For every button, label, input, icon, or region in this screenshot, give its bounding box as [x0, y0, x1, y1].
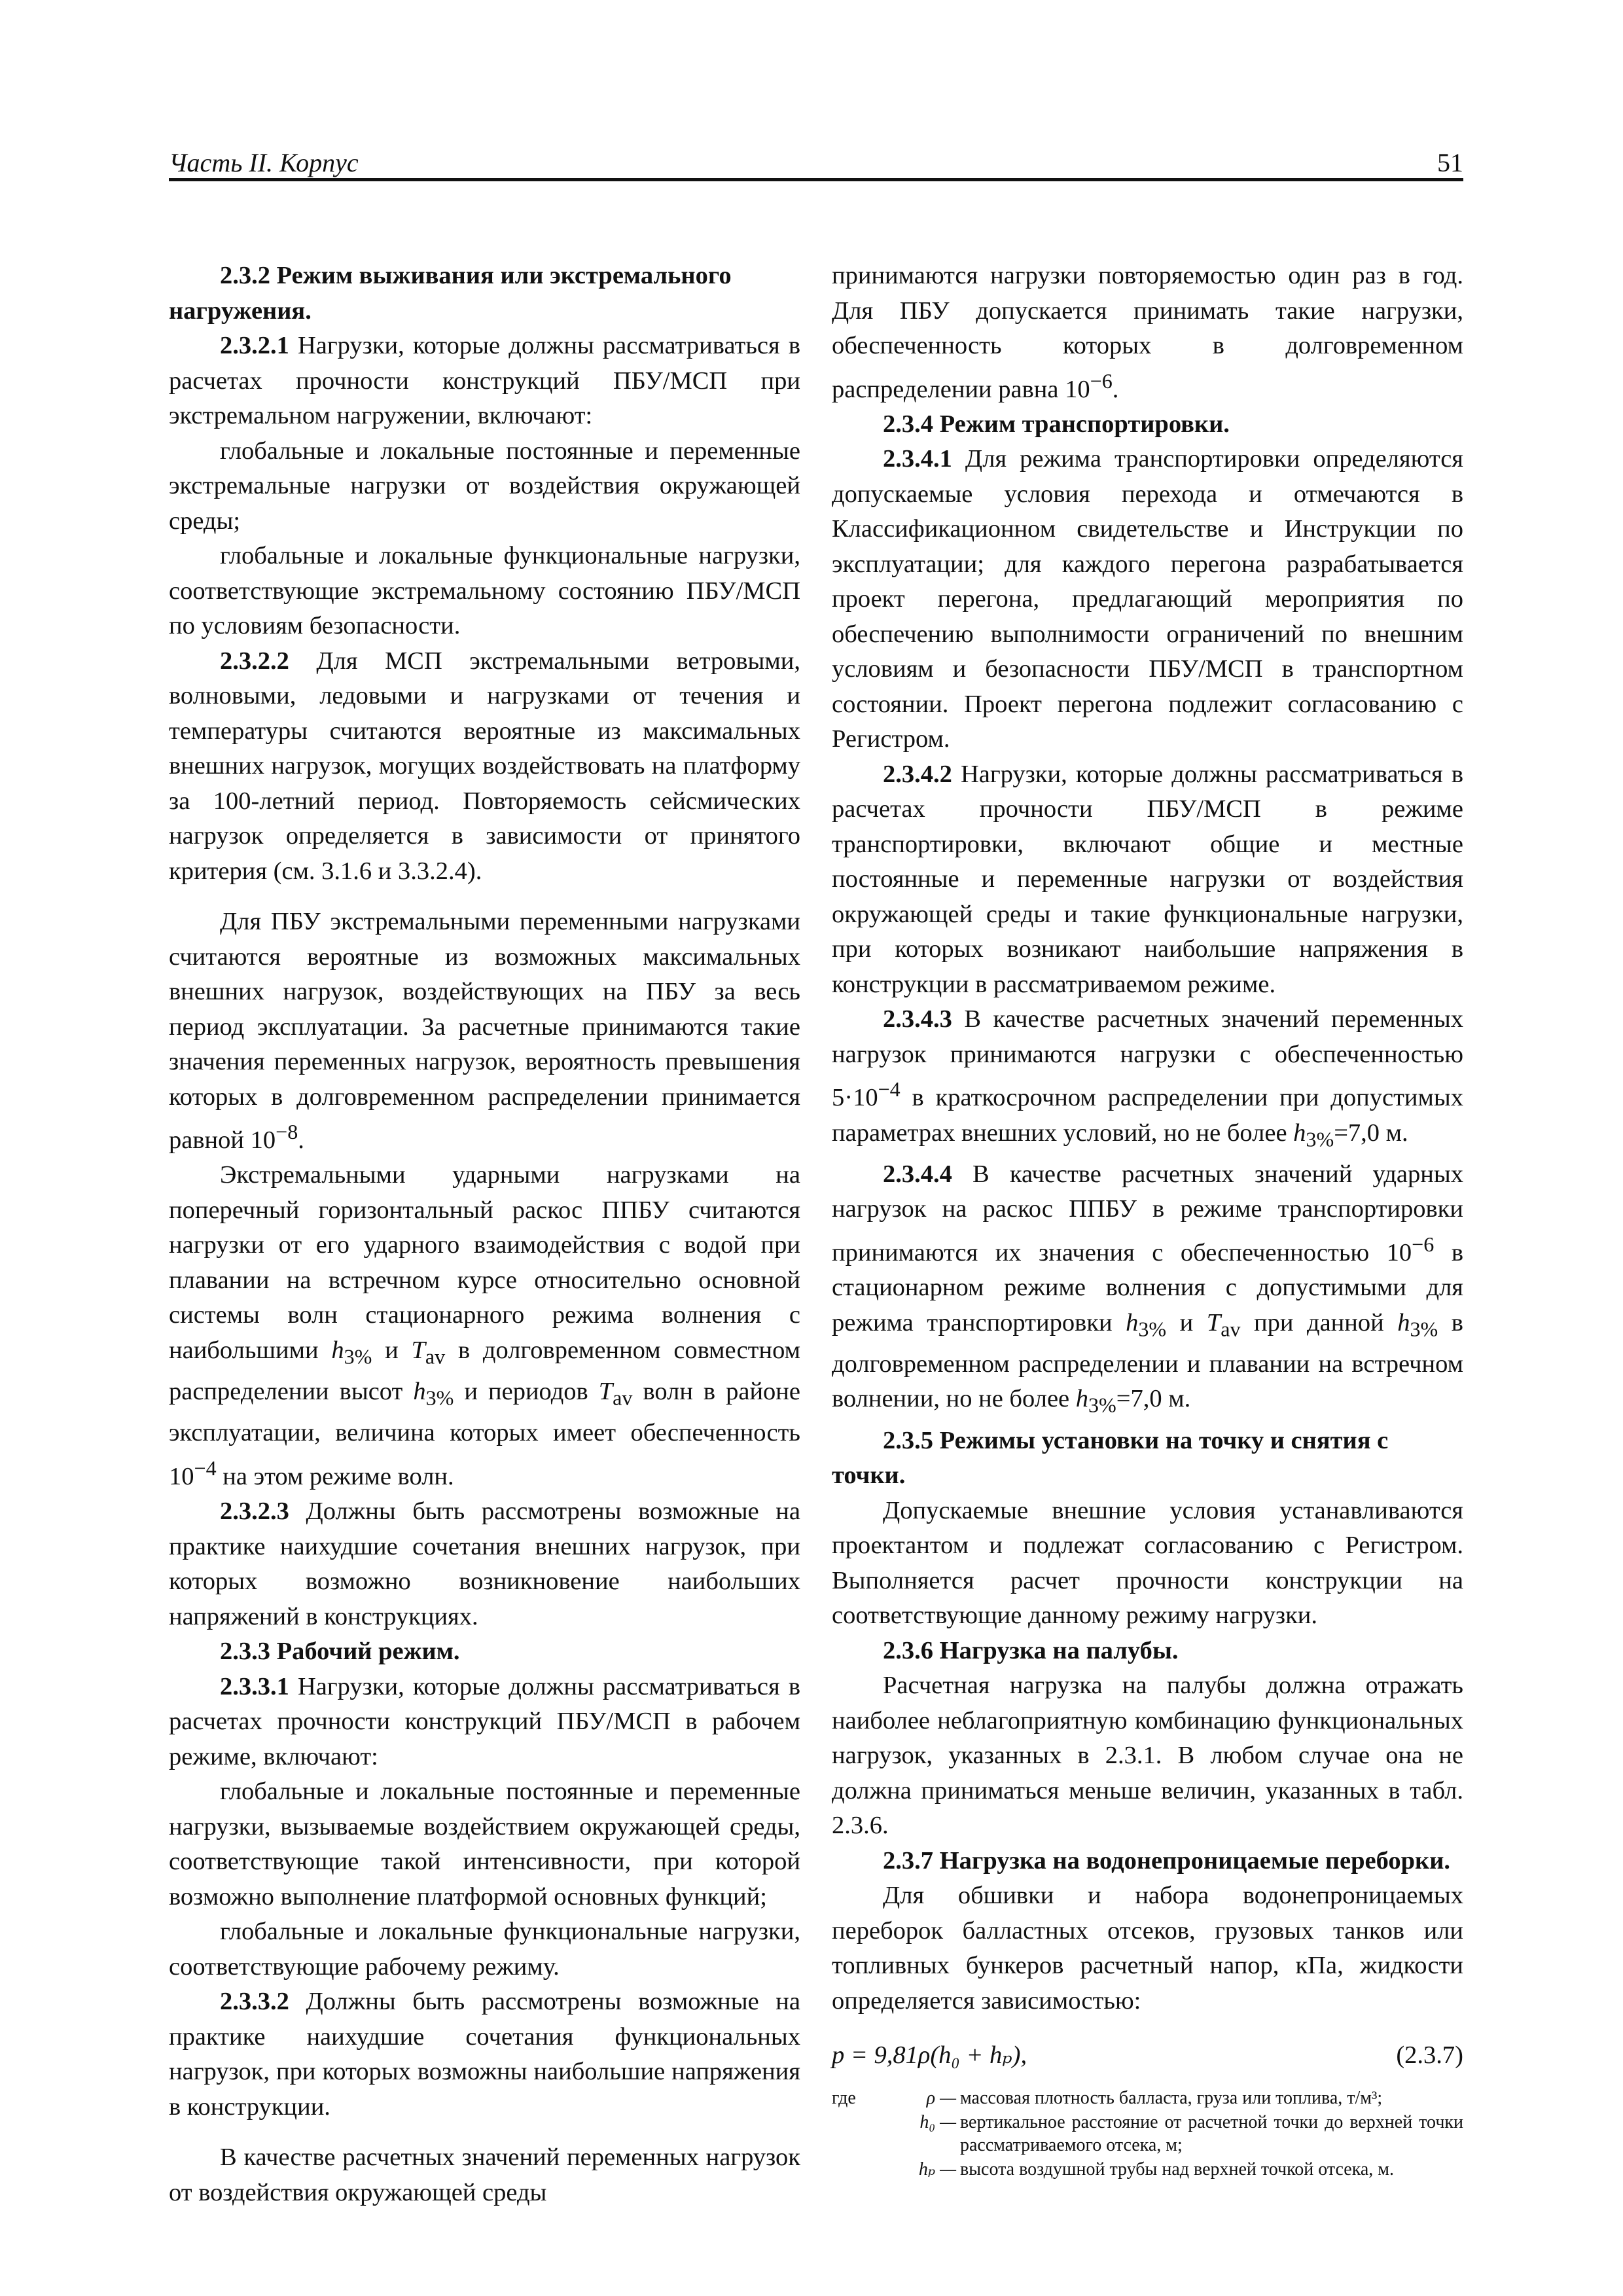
formula-legend [832, 2087, 1463, 2181]
legend-symbol: hₚ — [918, 2159, 956, 2180]
page-number: 51 [1437, 148, 1463, 177]
right-column [832, 259, 1463, 2182]
legend-symbol: h₀ — [919, 2112, 956, 2133]
paragraph: В качестве расчетных значений переменных нагрузок от воздействия окружающей среды [169, 2144, 800, 2206]
paragraph-2-3-3-2: 2.3.3.2 Должны быть рассмотрены возможные на практике наихудшие сочетания функциональных нагрузок, при которых возможны наибольшие напряжения в конструкции. [169, 1988, 800, 2121]
formula-2-3-7 [832, 2038, 1463, 2075]
header-rule [169, 178, 1463, 181]
section-2-3-7-heading: 2.3.7 Нагрузка на водонепроницаемые переборки. [883, 1846, 1451, 1874]
paragraph: Для ПБУ экстремальными переменными нагрузками считаются вероятные из возможных максимальных внешних нагрузок, воздействующих на ПБУ за весь период эксплуатации. За расчетные принимаются такие значения переменных нагрузок, вероятность превышения которых в долговременном распределении принимается равной $10^{-8}$. [169, 908, 800, 1154]
paragraph: Допускаемые внешние условия устанавливаются проектантом и подлежат согласованию с Регистром. Выполняется расчет прочности конструкции на соответствующие данному режиму нагрузки. [832, 1496, 1463, 1630]
paragraph-2-3-2-2: 2.3.2.2 Для МСП экстремальными ветровыми, волновыми, ледовыми и нагрузками от течения и температуры считаются вероятные из максимальных внешних нагрузок, могущих воздействовать на платформу за 100-летний период. Повторяемость сейсмических нагрузок определяется в зависимости от принятого критерия (см. 3.1.6 и 3.3.2.4). [169, 647, 800, 885]
legend-symbol: ρ — [926, 2088, 956, 2109]
section-2-3-6-heading: 2.3.6 Нагрузка на палубы. [883, 1636, 1179, 1664]
paragraph-2-3-4-3: 2.3.4.3 В качестве расчетных значений переменных нагрузок принимаются нагрузки с обеспеченностью $5\cdot 10^{-4}$ в краткосрочном распределении при допустимых параметрах внешних условий, но не более $h_{3\%}=7,0$ м. [832, 1005, 1463, 1151]
legend-text: высота воздушной трубы над верхней точкой отсека, м. [960, 2159, 1395, 2180]
paragraph-2-3-2-1: 2.3.2.1 Нагрузки, которые должны рассматриваться в расчетах прочности конструкций ПБУ/МСП при экстремальном нагружении, включают: [169, 332, 800, 429]
formula-expression: p = 9,81ρ(h₀ + hₚ), [832, 2041, 1027, 2070]
legend-row [832, 2087, 1463, 2109]
list-item: глобальные и локальные функциональные нагрузки, соответствующие экстремальному состоянию ПБУ/МСП по условиям безопасности. [169, 542, 800, 639]
paragraph: Расчетная нагрузка на палубы должна отражать наиболее неблагоприятную комбинацию функциональных нагрузок, указанных в 2.3.1. В любом случае она не должна приниматься меньше величин, указанных в табл. 2.3.6. [832, 1672, 1463, 1840]
paragraph-2-3-4-2: 2.3.4.2 Нагрузки, которые должны рассматриваться в расчетах прочности ПБУ/МСП в режиме транспортировки, включают общие и местные постоянные и переменные нагрузки от воздействия окружающей среды и такие функциональные нагрузки, при которых возникают наибольшие напряжения в конструкции в рассматриваемом режиме. [832, 760, 1463, 998]
paragraph: Для обшивки и набора водонепроницаемых переборок балластных отсеков, грузовых танков или топливных бункеров расчетный напор, кПа, жидкости определяется зависимостью: [832, 1882, 1463, 2015]
paragraph-2-3-3-1: 2.3.3.1 Нагрузки, которые должны рассматриваться в расчетах прочности конструкций ПБУ/МСП в рабочем режиме, включают: [169, 1672, 800, 1770]
paragraph-2-3-4-4: 2.3.4.4 В качестве расчетных значений ударных нагрузок на раскос ППБУ в режиме транспортировки принимаются их значения с обеспеченностью $10^{-6}$ в стационарном режиме волнения с допустимыми для режима транспортировки $h_{3\%}$ и $T_{av}$ при данной $h_{3\%}$ в долговременном распределении и плавании на встречном волнении, но не более $h_{3\%}=7,0$ м. [832, 1160, 1463, 1418]
page-header [169, 147, 1463, 180]
list-item: глобальные и локальные постоянные и переменные нагрузки, вызываемые воздействием окружающей среды, соответствующие такой интенсивности, при которой возможно выполнение платформой основных функций; [169, 1778, 800, 1910]
legend-where: где [832, 2088, 856, 2109]
list-item: глобальные и локальные функциональные нагрузки, соответствующие рабочему режиму. [169, 1918, 800, 1981]
list-item: глобальные и локальные постоянные и переменные экстремальные нагрузки от воздействия окружающей среды; [169, 437, 800, 535]
section-2-3-4-heading: 2.3.4 Режим транспортировки. [883, 410, 1230, 438]
formula-number: (2.3.7) [1396, 2041, 1463, 2070]
paragraph: Экстремальными ударными нагрузками на поперечный горизонтальный раскос ППБУ считаются нагрузки от его ударного взаимодействия с водой при плавании на встречном курсе относительно основной системы волн стационарного режима волнения с наибольшими $h_{3\%}$ и $T_{av}$ в долговременном совместном распределении высот $h_{3\%}$ и периодов $T_{av}$ волн в районе эксплуатации, величина которых имеет обеспеченность $10^{-4}$ на этом режиме волн. [169, 1161, 800, 1490]
legend-text: массовая плотность балласта, груза или топлива, т/м³; [960, 2088, 1383, 2109]
section-2-3-5-heading: 2.3.5 Режимы установки на точку и снятия с точки. [832, 1426, 1389, 1490]
legend-row [832, 2111, 1463, 2157]
legend-text: вертикальное расстояние от расчетной точки до верхней точки рассматриваемого отсека, м; [960, 2112, 1463, 2156]
paragraph-continuation: принимаются нагрузки повторяемостью один раз в год. Для ПБУ допускается принимать такие нагрузки, обеспеченность которых в долговременном распределении равна $10^{-6}$. [832, 262, 1463, 403]
paragraph-2-3-4-1: 2.3.4.1 Для режима транспортировки определяются допускаемые условия перехода и отмечаются в Классификационном свидетельстве и Инструкции по эксплуатации; для каждого перегона разрабатывается проект перегона, предлагающий мероприятия по обеспечению выполнимости ограничений по внешним условиям и безопасности ПБУ/МСП в транспортном состоянии. Проект перегона подлежит согласованию с Регистром. [832, 445, 1463, 753]
legend-row [832, 2158, 1463, 2181]
section-2-3-2-heading: 2.3.2 Режим выживания или экстремального нагружения. [169, 262, 732, 325]
section-2-3-3-heading: 2.3.3 Рабочий режим. [220, 1638, 460, 1666]
left-column [169, 259, 800, 2210]
paragraph-2-3-2-3: 2.3.2.3 Должны быть рассмотрены возможные на практике наихудшие сочетания внешних нагрузок, при которых возможно возникновение наибольших напряжений в конструкциях. [169, 1498, 800, 1630]
running-title: Часть II. Корпус [169, 148, 359, 177]
